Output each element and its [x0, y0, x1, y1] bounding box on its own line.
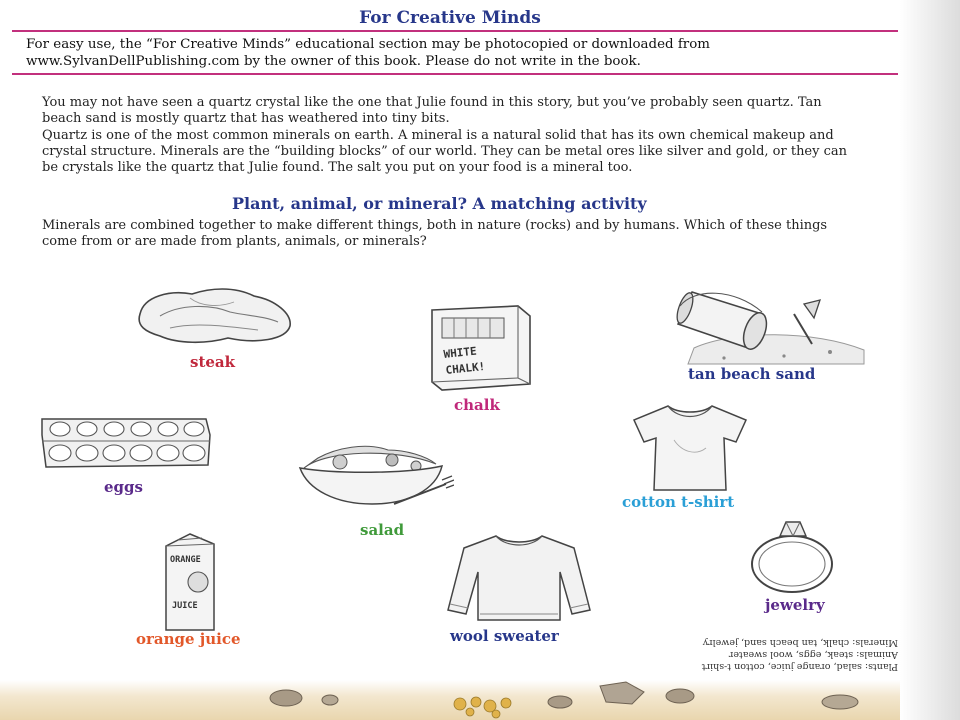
- carton-text-2: JUICE: [172, 601, 198, 611]
- top-divider: [12, 30, 898, 32]
- intro-paragraph-2: Quartz is one of the most common minerals on earth. A mineral is a natural solid that has its own chemical makeup and crystal structure. Minerals are the “building blocks” of our world. They can be metal ores like silver and gold, or they can be crystals like the quartz that Julie found. The salt you put on your food is a mineral too.: [42, 128, 848, 175]
- label-eggs: eggs: [104, 478, 143, 496]
- answer-key: [618, 636, 898, 672]
- steak-illustration: [130, 282, 300, 352]
- activity-instructions: Minerals are combined together to make different things, both in nature (rocks) and by humans. Which of these things come from or are made from plants, animals, or minerals?: [42, 218, 828, 249]
- label-chalk: chalk: [454, 396, 500, 414]
- egg-carton-illustration: [38, 405, 214, 477]
- label-cotton-tshirt: cotton t-shirt: [622, 493, 735, 511]
- label-steak: steak: [190, 353, 236, 371]
- answer-animals: Animals: steak, eggs, wool sweater: [728, 649, 898, 660]
- salad-bowl-illustration: [296, 438, 454, 524]
- bottom-divider: [12, 73, 898, 75]
- answer-plants: Plants: salad, orange juice, cotton t-shirt: [701, 661, 898, 672]
- label-salad: salad: [360, 521, 405, 539]
- label-jewelry: jewelry: [765, 596, 825, 614]
- page-title: For Creative Minds: [359, 8, 541, 28]
- sand-bucket-illustration: [664, 278, 876, 370]
- orange-juice-carton-illustration: [158, 530, 224, 634]
- page-edge-shadow: [900, 0, 960, 720]
- intro-paragraph-1: You may not have seen a quartz crystal like the one that Julie found in this story, but you’ve probably seen quartz. Tan beach sand is mostly quartz that has weathered into tiny bits.: [42, 95, 822, 126]
- answer-minerals: Minerals: chalk, tan beach sand, jewelry: [702, 637, 898, 648]
- copyright-notice: For easy use, the “For Creative Minds” educational section may be photocopied or downloaded from www.SylvanDellPublishing.com by the owner of this book. Please do not write in the book.: [26, 37, 710, 69]
- bottom-decoration: [0, 680, 900, 720]
- label-tan-beach-sand: tan beach sand: [688, 365, 816, 383]
- carton-text-1: ORANGE: [170, 555, 201, 565]
- ring-illustration: [746, 514, 840, 598]
- activity-title: Plant, animal, or mineral? A matching activity: [232, 194, 647, 213]
- sweater-illustration: [440, 530, 598, 626]
- chalk-box-text-1: WHITE: [442, 344, 478, 361]
- label-orange-juice: orange juice: [136, 630, 241, 648]
- tshirt-illustration: [626, 400, 756, 496]
- chalk-box-text-2: CHALK!: [444, 359, 486, 377]
- chalk-box-illustration: [424, 300, 542, 398]
- label-wool-sweater: wool sweater: [450, 627, 559, 645]
